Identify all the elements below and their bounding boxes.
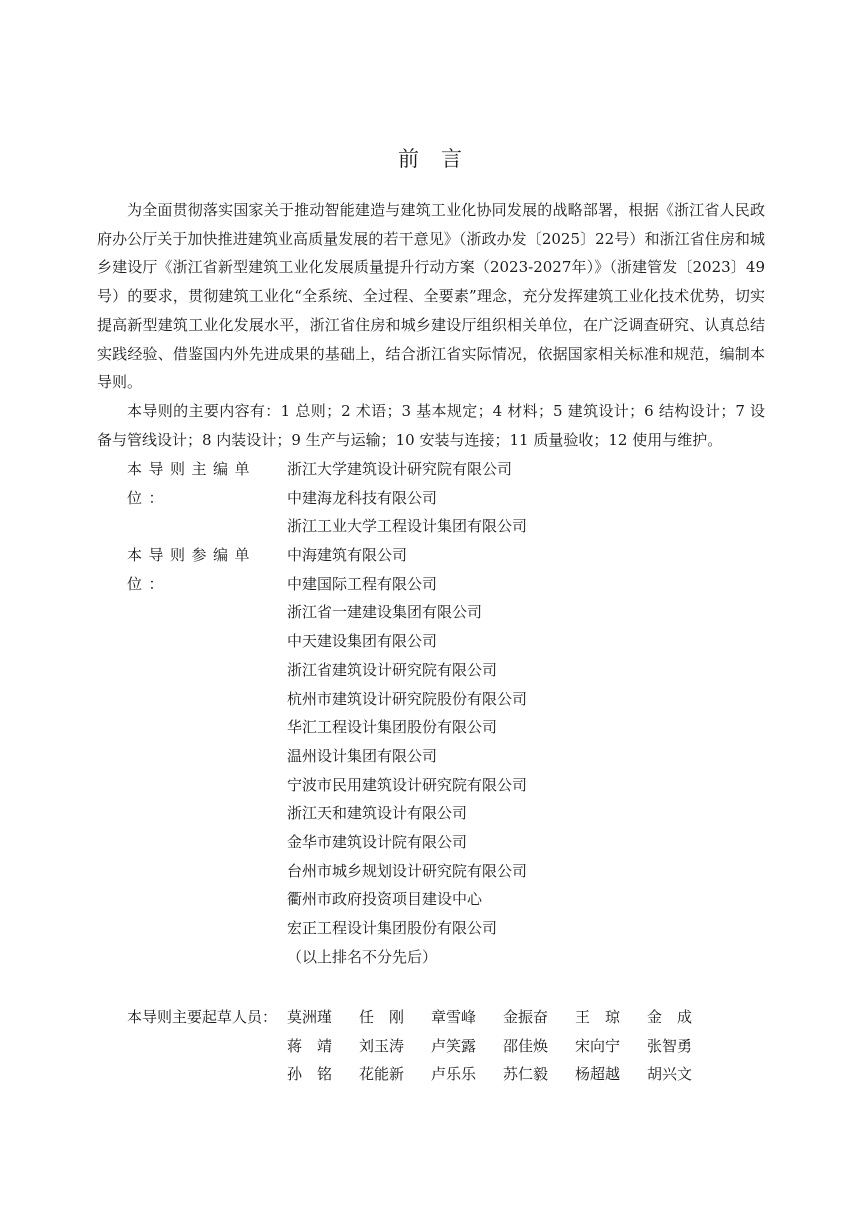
participating-units-list [287, 541, 527, 972]
chief-unit-item: 浙江大学建筑设计研究院有限公司 [287, 460, 513, 478]
participating-unit-item: 中建国际工程有限公司 [287, 574, 438, 593]
drafter-name: 张智勇 [647, 1036, 693, 1055]
drafter-name: 刘玉涛 [359, 1036, 405, 1055]
participating-unit-item: 浙江省建筑设计研究院有限公司 [287, 660, 498, 679]
participating-unit-item: 华汇工程设计集团股份有限公司 [287, 718, 498, 737]
intro-paragraph: 为全面贯彻落实国家关于推动智能建造与建筑工业化协同发展的战略部署，根据《浙江省人民政府办公厅关于加快推进建筑业高质量发展的若干意见》（浙政办发〔2025〕22号）和浙江省住房和城乡建设厅《浙江省新型建筑工业化发展质量提升行动方案（2023-2027年）》（浙建管发〔2023〕49号）的要求，贯彻建筑工业化“全系统、全过程、全要素”理念，充分发挥建筑工业化技术优势，切实提高新型建筑工业化发展水平，浙江省住房和城乡建设厅组织相关单位，在广泛调查研究、认真总结实践经验、借鉴国内外先进成果的基础上，结合浙江省实际情况，依据国家相关标准和规范，编制本导则。 [97, 201, 765, 392]
ranking-note: （以上排名不分先后） [287, 947, 438, 966]
drafter-name: 蒋 靖 [287, 1036, 333, 1055]
drafter-name: 花能新 [359, 1065, 405, 1084]
contents-paragraph: 本导则的主要内容有：1 总则；2 术语；3 基本规定；4 材料；5 建筑设计；6 结构设计；7 设备与管线设计；8 内装设计；9 生产与运输；10 安装与连接；11 质量验收；12 使用与维护。 [97, 402, 765, 449]
drafter-name: 金 成 [647, 1008, 693, 1026]
participating-unit-item: 台州市城乡规划设计研究院有限公司 [287, 861, 528, 880]
drafter-name: 宋向宁 [575, 1036, 621, 1055]
drafters-label: 本导则主要起草人员： [127, 1008, 278, 1026]
drafter-name: 杨超越 [575, 1065, 621, 1084]
drafter-name: 章雪峰 [431, 1008, 477, 1026]
chief-units-label: 本导则主编单位： [127, 460, 257, 507]
drafter-name: 任 刚 [359, 1008, 405, 1026]
page-title: 前 言 [398, 147, 462, 171]
participating-unit-item: 衢州市政府投资项目建设中心 [287, 890, 483, 909]
participating-unit-item: 温州设计集团有限公司 [287, 746, 438, 765]
drafter-name: 苏仁毅 [503, 1065, 549, 1084]
drafter-name: 莫洲瑾 [287, 1008, 333, 1026]
drafters-row [287, 1032, 719, 1061]
drafters-list [287, 1003, 719, 1089]
drafter-name: 卢笑露 [431, 1036, 477, 1055]
chief-unit-item: 中建海龙科技有限公司 [287, 488, 438, 507]
drafter-name: 胡兴文 [647, 1065, 693, 1084]
participating-unit-item: 金华市建筑设计院有限公司 [287, 833, 468, 852]
drafters-row [287, 1060, 719, 1089]
participating-unit-item: 浙江省一建建设集团有限公司 [287, 603, 483, 622]
chief-unit-item: 浙江工业大学工程设计集团有限公司 [287, 517, 528, 536]
participating-unit-item: 中天建设集团有限公司 [287, 632, 438, 651]
drafters-row [287, 1003, 719, 1032]
participating-units-label: 本导则参编单位： [127, 546, 257, 593]
drafter-name: 王 琼 [575, 1008, 621, 1026]
participating-unit-item: 浙江天和建筑设计有限公司 [287, 804, 468, 823]
drafter-name: 卢乐乐 [431, 1065, 477, 1084]
participating-unit-item: 杭州市建筑设计研究院股份有限公司 [287, 689, 528, 708]
participating-unit-item: 中海建筑有限公司 [287, 546, 408, 564]
drafter-name: 金振奋 [503, 1008, 549, 1026]
participating-unit-item: 宁波市民用建筑设计研究院有限公司 [287, 775, 528, 794]
chief-units-list [287, 455, 527, 541]
participating-unit-item: 宏正工程设计集团股份有限公司 [287, 919, 498, 938]
drafter-name: 孙 铭 [287, 1065, 333, 1084]
drafter-name: 邵佳焕 [503, 1036, 549, 1055]
